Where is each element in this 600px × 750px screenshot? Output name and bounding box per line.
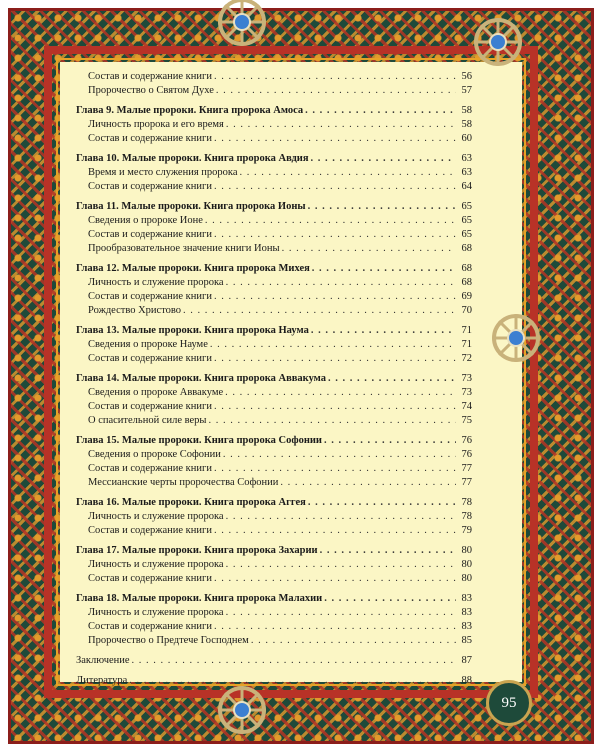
- dot-leader: [280, 242, 456, 256]
- toc-entry-page: 78: [461, 511, 472, 522]
- medallion-right-center-icon: [488, 310, 544, 366]
- dot-leader: [306, 200, 456, 214]
- toc-entry-title: Глава 13. Малые пророки. Книга пророка Наума: [76, 325, 309, 336]
- toc-entry-page: 80: [461, 573, 472, 584]
- toc-entry: [76, 166, 472, 180]
- dot-leader: [212, 462, 456, 476]
- toc-entry-page: 76: [461, 449, 472, 460]
- toc-entry-page: 75: [461, 415, 472, 426]
- toc-entry-title: Глава 9. Малые пророки. Книга пророка Амоса: [76, 105, 304, 116]
- toc-entry-title: Глава 17. Малые пророки. Книга пророка Захарии: [76, 545, 318, 556]
- dot-leader: [318, 544, 456, 558]
- dot-leader: [212, 572, 456, 586]
- toc-entry: [76, 304, 472, 318]
- toc-entry-page: 70: [461, 305, 472, 316]
- toc-entry: [76, 214, 472, 228]
- dot-leader: [212, 228, 456, 242]
- table-of-contents: [76, 70, 472, 694]
- toc-entry: [76, 290, 472, 304]
- toc-chapter-heading: [76, 262, 472, 276]
- dot-leader: [249, 634, 456, 648]
- toc-entry-title: Личность пророка и его время: [88, 119, 224, 130]
- toc-entry: [76, 558, 472, 572]
- toc-entry-page: 77: [461, 463, 472, 474]
- toc-entry-page: 73: [461, 387, 472, 398]
- toc-entry-page: 68: [461, 277, 472, 288]
- toc-entry: [76, 476, 472, 490]
- toc-group: [76, 104, 472, 146]
- toc-entry-title: Состав и содержание книги: [88, 133, 212, 144]
- dot-leader: [224, 606, 456, 620]
- toc-entry-page: 83: [461, 593, 472, 604]
- toc-entry-page: 63: [461, 167, 472, 178]
- dot-leader: [208, 338, 456, 352]
- toc-group: [76, 654, 472, 668]
- toc-entry: [76, 448, 472, 462]
- dot-leader: [212, 524, 456, 538]
- toc-entry-title: Пророчество о Предтече Господнем: [88, 635, 249, 646]
- toc-entry-page: 64: [461, 181, 472, 192]
- toc-entry-title: Глава 16. Малые пророки. Книга пророка Аггея: [76, 497, 306, 508]
- toc-entry: [76, 524, 472, 538]
- toc-chapter-heading: [76, 434, 472, 448]
- toc-entry-page: 65: [461, 215, 472, 226]
- toc-entry-page: 68: [461, 263, 472, 274]
- toc-entry-title: Заключение: [76, 655, 130, 666]
- toc-entry-title: Состав и содержание книги: [88, 463, 212, 474]
- toc-entry-title: Литература: [76, 675, 128, 686]
- toc-entry-title: Прообразовательное значение книги Ионы: [88, 243, 280, 254]
- dot-leader: [206, 414, 456, 428]
- toc-chapter-heading: [76, 372, 472, 386]
- toc-entry-page: 79: [461, 525, 472, 536]
- dot-leader: [212, 620, 456, 634]
- toc-entry-page: 83: [461, 607, 472, 618]
- toc-entry-title: Личность и служение пророка: [88, 607, 224, 618]
- toc-entry-page: 77: [461, 477, 472, 488]
- toc-entry: [76, 352, 472, 366]
- toc-entry-title: Состав и содержание книги: [88, 291, 212, 302]
- toc-chapter-heading: [76, 544, 472, 558]
- toc-entry: [76, 338, 472, 352]
- toc-entry-title: Личность и служение пророка: [88, 511, 224, 522]
- toc-entry: [76, 180, 472, 194]
- dot-leader: [309, 324, 456, 338]
- toc-entry-page: 56: [461, 71, 472, 82]
- toc-entry-page: 71: [461, 339, 472, 350]
- dot-leader: [127, 674, 456, 688]
- toc-entry-page: 71: [461, 325, 472, 336]
- toc-group: [76, 496, 472, 538]
- dot-leader: [214, 84, 456, 98]
- toc-entry-title: Время и место служения пророка: [88, 167, 238, 178]
- toc-entry-title: Состав и содержание книги: [88, 573, 212, 584]
- toc-entry-title: Состав и содержание книги: [88, 621, 212, 632]
- toc-entry: [76, 70, 472, 84]
- toc-chapter-heading: [76, 104, 472, 118]
- dot-leader: [224, 276, 456, 290]
- dot-leader: [221, 448, 456, 462]
- toc-entry: [76, 572, 472, 586]
- dot-leader: [322, 592, 456, 606]
- toc-entry-title: Состав и содержание книги: [88, 181, 212, 192]
- toc-entry: [76, 462, 472, 476]
- toc-entry-title: Состав и содержание книги: [88, 525, 212, 536]
- toc-entry: [76, 606, 472, 620]
- toc-entry: [76, 414, 472, 428]
- toc-entry: [76, 276, 472, 290]
- toc-chapter-heading: [76, 152, 472, 166]
- toc-entry-page: 58: [461, 105, 472, 116]
- toc-entry-page: 69: [461, 291, 472, 302]
- toc-entry-page: 68: [461, 243, 472, 254]
- dot-leader: [224, 510, 456, 524]
- toc-entry-title: Сведения о пророке Аввакуме: [88, 387, 224, 398]
- toc-entry-page: 58: [461, 119, 472, 130]
- toc-entry-page: 80: [461, 545, 472, 556]
- toc-chapter-heading: [76, 654, 472, 668]
- toc-entry-title: Состав и содержание книги: [88, 353, 212, 364]
- medallion-top-center-icon: [214, 0, 270, 50]
- toc-entry-page: 73: [461, 373, 472, 384]
- toc-entry: [76, 132, 472, 146]
- page-number: 95: [486, 680, 532, 726]
- toc-chapter-heading: [76, 592, 472, 606]
- dot-leader: [310, 262, 456, 276]
- toc-entry: [76, 118, 472, 132]
- toc-entry-title: Личность и служение пророка: [88, 559, 224, 570]
- toc-entry-page: 65: [461, 229, 472, 240]
- dot-leader: [212, 352, 456, 366]
- toc-entry-page: 85: [461, 635, 472, 646]
- toc-chapter-heading: [76, 200, 472, 214]
- toc-entry-page: 74: [461, 401, 472, 412]
- toc-entry-title: Личность и служение пророка: [88, 277, 224, 288]
- toc-group: [76, 70, 472, 98]
- toc-entry-title: Рождество Христово: [88, 305, 182, 316]
- toc-group: [76, 434, 472, 490]
- toc-entry-title: Сведения о пророке Ионе: [88, 215, 203, 226]
- dot-leader: [223, 386, 456, 400]
- dot-leader: [306, 496, 456, 510]
- toc-entry-page: 78: [461, 497, 472, 508]
- toc-group: [76, 324, 472, 366]
- toc-entry: [76, 84, 472, 98]
- toc-entry-title: Глава 11. Малые пророки. Книга пророка Ионы: [76, 201, 306, 212]
- toc-entry-title: О спасительной силе веры: [88, 415, 207, 426]
- toc-group: [76, 544, 472, 586]
- dot-leader: [212, 132, 456, 146]
- dot-leader: [130, 654, 456, 668]
- toc-entry-page: 83: [461, 621, 472, 632]
- dot-leader: [181, 304, 456, 318]
- toc-entry-title: Глава 15. Малые пророки. Книга пророка Софонии: [76, 435, 322, 446]
- toc-group: [76, 262, 472, 318]
- dot-leader: [278, 476, 456, 490]
- toc-group: [76, 592, 472, 648]
- toc-entry-title: Глава 18. Малые пророки. Книга пророка Малахии: [76, 593, 323, 604]
- toc-entry-page: 63: [461, 153, 472, 164]
- toc-group: [76, 372, 472, 428]
- toc-group: [76, 152, 472, 194]
- dot-leader: [212, 180, 456, 194]
- toc-entry-title: Состав и содержание книги: [88, 401, 212, 412]
- toc-entry: [76, 228, 472, 242]
- toc-entry: [76, 400, 472, 414]
- toc-entry-title: Состав и содержание книги: [88, 229, 212, 240]
- toc-entry-page: 72: [461, 353, 472, 364]
- dot-leader: [212, 70, 456, 84]
- toc-entry-title: Пророчество о Святом Духе: [88, 85, 214, 96]
- toc-group: [76, 200, 472, 256]
- toc-entry-page: 65: [461, 201, 472, 212]
- dot-leader: [203, 214, 456, 228]
- toc-chapter-heading: [76, 324, 472, 338]
- toc-entry: [76, 510, 472, 524]
- toc-group: [76, 674, 472, 688]
- toc-entry-title: Глава 10. Малые пророки. Книга пророка Авдия: [76, 153, 309, 164]
- toc-entry-title: Мессианские черты пророчества Софонии: [88, 477, 279, 488]
- dot-leader: [309, 152, 456, 166]
- toc-chapter-heading: [76, 496, 472, 510]
- toc-entry: [76, 620, 472, 634]
- dot-leader: [322, 434, 456, 448]
- dot-leader: [212, 400, 456, 414]
- dot-leader: [224, 118, 456, 132]
- toc-entry: [76, 386, 472, 400]
- medallion-top-right-icon: [470, 14, 526, 70]
- dot-leader: [326, 372, 456, 386]
- dot-leader: [238, 166, 456, 180]
- toc-entry-page: 87: [461, 655, 472, 666]
- toc-chapter-heading: [76, 674, 472, 688]
- toc-entry-page: 57: [461, 85, 472, 96]
- toc-entry-title: Состав и содержание книги: [88, 71, 212, 82]
- toc-entry-title: Сведения о пророке Софонии: [88, 449, 221, 460]
- toc-entry: [76, 242, 472, 256]
- toc-entry-page: 60: [461, 133, 472, 144]
- dot-leader: [212, 290, 456, 304]
- toc-entry-title: Глава 12. Малые пророки. Книга пророка Михея: [76, 263, 310, 274]
- toc-entry-page: 88: [461, 675, 472, 686]
- toc-entry-title: Глава 14. Малые пророки. Книга пророка Аввакума: [76, 373, 327, 384]
- dot-leader: [303, 104, 456, 118]
- toc-entry-title: Сведения о пророке Науме: [88, 339, 208, 350]
- toc-entry: [76, 634, 472, 648]
- toc-entry-page: 76: [461, 435, 472, 446]
- toc-entry-page: 80: [461, 559, 472, 570]
- dot-leader: [224, 558, 456, 572]
